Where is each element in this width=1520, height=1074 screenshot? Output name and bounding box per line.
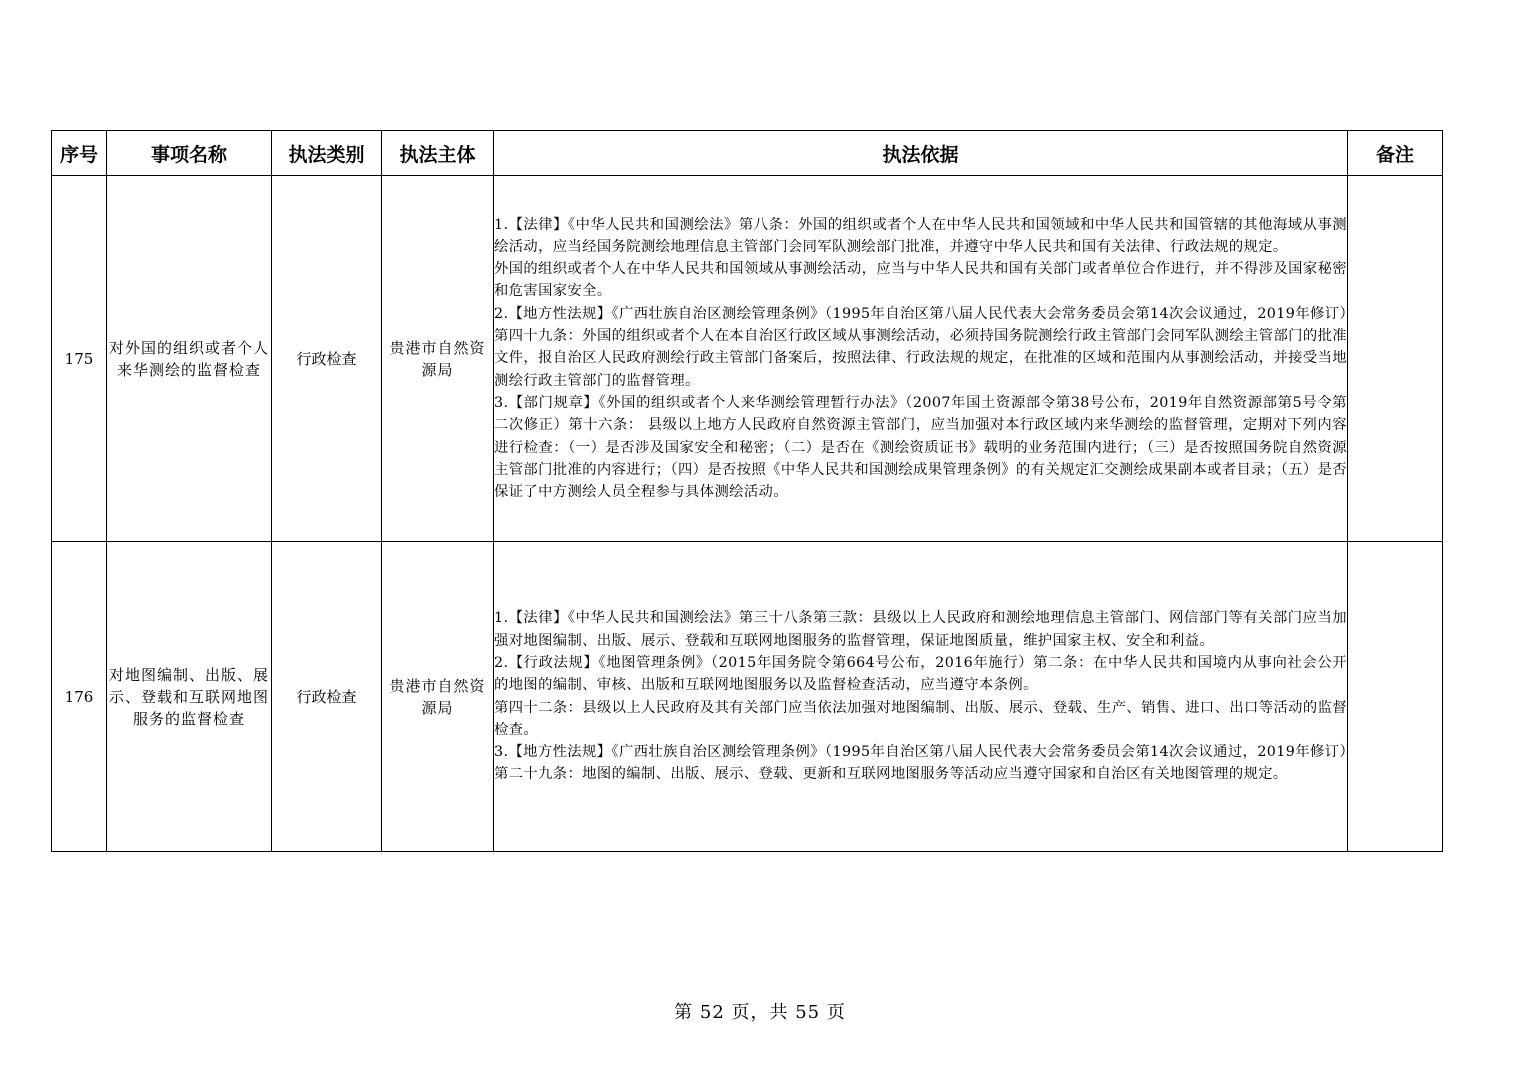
- basis-paragraph: 2.【行政法规】《地图管理条例》（2015年国务院令第664号公布，2016年施行）第二条：在中华人民共和国境内从事向社会公开的地图的编制、审核、出版和互联网地图服务以及监督检查活动，应当遵守本条例。: [494, 654, 1347, 694]
- basis-paragraph: 1.【法律】《中华人民共和国测绘法》第八条：外国的组织或者个人在中华人民共和国领域和中华人民共和国管辖的其他海域从事测绘活动，应当经国务院测绘地理信息主管部门会同军队测绘部门批准，并遵守中华人民共和国有关法律、行政法规的规定。: [494, 216, 1347, 255]
- header-basis: 执法依据: [494, 131, 1348, 176]
- cell-seq: 175: [52, 176, 107, 542]
- table-header-row: [52, 131, 1443, 176]
- cell-body: 贵港市自然资源局: [382, 542, 494, 852]
- cell-type: 行政检查: [272, 542, 382, 852]
- basis-paragraph: 外国的组织或者个人在中华人民共和国领域从事测绘活动，应当与中华人民共和国有关部门或者单位合作进行，并不得涉及国家秘密和危害国家安全。: [494, 261, 1347, 300]
- header-name: 事项名称: [107, 131, 272, 176]
- basis-paragraph: 3.【部门规章】《外国的组织或者个人来华测绘管理暂行办法》（2007年国土资源部令第38号公布，2019年自然资源部第5号令第二次修正）第十六条： 县级以上地方人民政府自然资源主管部门，应当加强对本行政区域内来华测绘的监督管理，定期对下列内容进行检查：（一）是否涉及国家安全和秘密；（二）是否在《测绘资质证书》载明的业务范围内进行；（三）是否按照国务院自然资源主管部门批准的内容进行；（四）是否按照《中华人民共和国测绘成果管理条例》的有关规定汇交测绘成果副本或者目录；（五）是否保证了中方测绘人员全程参与具体测绘活动。: [494, 394, 1347, 501]
- basis-paragraph: 1.【法律】《中华人民共和国测绘法》第三十八条第三款：县级以上人民政府和测绘地理信息主管部门、网信部门等有关部门应当加强对地图编制、出版、展示、登载和互联网地图服务的监督管理，保证地图质量，维护国家主权、安全和利益。: [494, 610, 1347, 649]
- header-type: 执法类别: [272, 131, 382, 176]
- basis-paragraph: 3.【地方性法规】《广西壮族自治区测绘管理条例》（1995年自治区第八届人民代表大会常务委员会第14次会议通过，2019年修订）第二十九条：地图的编制、出版、展示、登载、更新和互联网地图服务等活动应当遵守国家和自治区有关地图管理的规定。: [494, 744, 1347, 783]
- basis-paragraph: 2.【地方性法规】《广西壮族自治区测绘管理条例》（1995年自治区第八届人民代表大会常务委员会第14次会议通过，2019年修订）第四十九条：外国的组织或者个人在本自治区行政区域从事测绘活动，必须持国务院测绘行政主管部门会同军队测绘主管部门的批准文件，报自治区人民政府测绘行政主管部门备案后，按照法律、行政法规的规定，在批准的区域和范围内从事测绘活动，并接受当地测绘行政主管部门的监督管理。: [494, 305, 1347, 389]
- cell-type: 行政检查: [272, 176, 382, 542]
- table-row: [52, 176, 1443, 542]
- cell-body: 贵港市自然资源局: [382, 176, 494, 542]
- header-note: 备注: [1348, 131, 1443, 176]
- cell-basis: [494, 542, 1348, 852]
- enforcement-table: [51, 130, 1443, 852]
- cell-name: 对外国的组织或者个人来华测绘的监督检查: [107, 176, 272, 542]
- cell-name: 对地图编制、出版、展示、登载和互联网地图服务的监督检查: [107, 542, 272, 852]
- header-body: 执法主体: [382, 131, 494, 176]
- header-seq: 序号: [52, 131, 107, 176]
- cell-basis: [494, 176, 1348, 542]
- basis-paragraph: 第四十二条：县级以上人民政府及其有关部门应当依法加强对地图编制、出版、展示、登载、生产、销售、进口、出口等活动的监督检查。: [494, 699, 1347, 738]
- cell-note: [1348, 542, 1443, 852]
- table-row: [52, 542, 1443, 852]
- cell-seq: 176: [52, 542, 107, 852]
- cell-note: [1348, 176, 1443, 542]
- page-footer: 第 52 页，共 55 页: [674, 1002, 846, 1023]
